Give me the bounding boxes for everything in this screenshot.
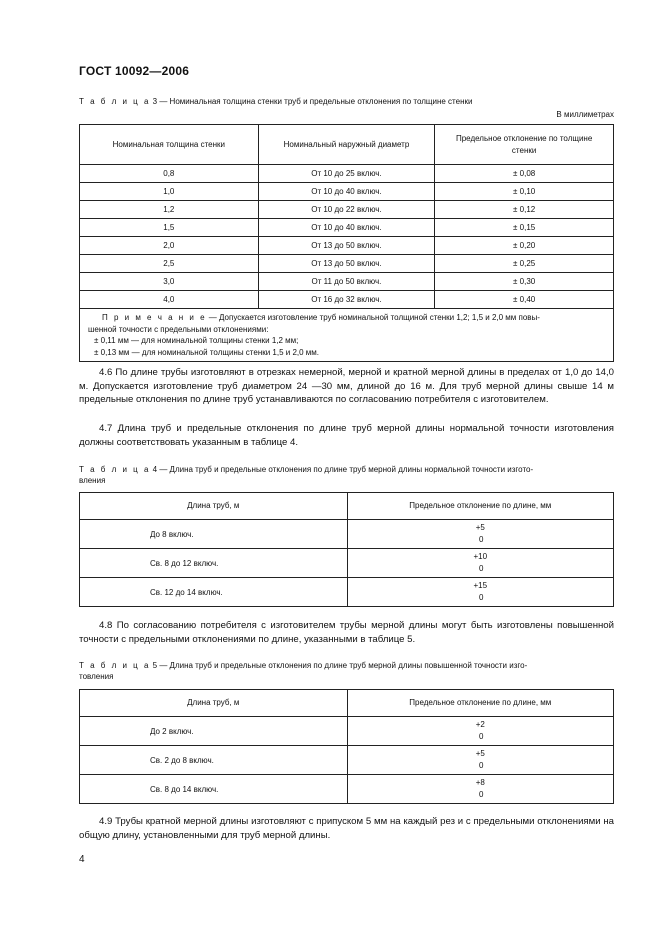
table5-caption-text: 5 — Длина труб и предельные отклонения по длине труб мерной длины повышенной точности изго- xyxy=(150,661,528,670)
table-cell: 4,0 xyxy=(80,291,259,309)
table-cell: От 10 до 25 включ. xyxy=(258,165,435,183)
upper-deviation: +5 xyxy=(475,523,485,532)
table3-caption-prefix: Т а б л и ц а xyxy=(79,97,151,106)
paragraph-4-9 xyxy=(79,815,614,842)
table-cell: ± 0,30 xyxy=(435,273,614,291)
table5-header-cell: Предельное отклонение по длине, мм xyxy=(347,690,613,717)
table-row xyxy=(80,237,614,255)
length-cell: Св. 12 до 14 включ. xyxy=(80,578,348,607)
note-line: — Допускается изготовление труб номинальной толщиной стенки 1,2; 1,5 и 2,0 мм повы- xyxy=(206,313,540,322)
length-cell: До 8 включ. xyxy=(80,520,348,549)
deviation-cell xyxy=(347,746,613,775)
lower-deviation: 0 xyxy=(479,564,484,573)
paragraph-4-8 xyxy=(79,619,614,646)
table-cell: ± 0,40 xyxy=(435,291,614,309)
table3-header-row xyxy=(80,125,614,165)
table3-header-cell: Предельное отклонение по толщине стенки xyxy=(435,125,614,165)
table-row xyxy=(80,746,614,775)
table-cell: ± 0,20 xyxy=(435,237,614,255)
length-cell: До 2 включ. xyxy=(80,717,348,746)
table5-caption-prefix: Т а б л и ц а xyxy=(79,661,151,670)
table-row xyxy=(80,219,614,237)
table-cell: От 13 до 50 включ. xyxy=(258,237,435,255)
table-row xyxy=(80,717,614,746)
upper-deviation: +10 xyxy=(473,552,488,561)
deviation-cell xyxy=(347,520,613,549)
note-line: ± 0,11 мм — для номинальной толщины стенки 1,2 мм; xyxy=(94,336,299,345)
table-cell: ± 0,25 xyxy=(435,255,614,273)
table-cell: ± 0,15 xyxy=(435,219,614,237)
table4-caption-prefix: Т а б л и ц а xyxy=(79,465,151,474)
table-row xyxy=(80,291,614,309)
note-line: ± 0,13 мм — для номинальной толщины стенки 1,5 и 2,0 мм. xyxy=(94,347,320,357)
note-line: шенной точности с предельными отклонениями: xyxy=(88,324,269,334)
table4-header-row xyxy=(80,493,614,520)
note-prefix: П р и м е ч а н и е xyxy=(102,313,207,322)
table-cell: От 10 до 40 включ. xyxy=(258,219,435,237)
table-cell: 1,5 xyxy=(80,219,259,237)
paragraph-4-7 xyxy=(79,422,614,449)
table4-header-cell: Предельное отклонение по длине, мм xyxy=(347,493,613,520)
page-number: 4 xyxy=(79,854,85,865)
table-cell: 3,0 xyxy=(80,273,259,291)
table3-note-row xyxy=(80,309,614,362)
upper-deviation: +2 xyxy=(475,720,485,729)
table-cell: ± 0,10 xyxy=(435,183,614,201)
table3-caption xyxy=(79,96,614,107)
table5 xyxy=(79,689,614,804)
table3-unit: В миллиметрах xyxy=(556,110,614,119)
deviation-cell xyxy=(347,549,613,578)
table-row xyxy=(80,165,614,183)
deviation-cell xyxy=(347,775,613,804)
length-cell: Св. 2 до 8 включ. xyxy=(80,746,348,775)
table5-header-row xyxy=(80,690,614,717)
table-cell: От 11 до 50 включ. xyxy=(258,273,435,291)
table-row xyxy=(80,273,614,291)
table4-caption-line2: вления xyxy=(79,476,106,485)
table4-header-cell: Длина труб, м xyxy=(80,493,348,520)
paragraph-text: 4.8 По согласованию потребителя с изготовителем трубы мерной длины могут быть изготовлены повышенной точности с предельными отклонениями по длине, указанными в таблице 5. xyxy=(79,620,614,645)
paragraph-text: 4.7 Длина труб и предельные отклонения по длине труб мерной длины нормальной точности изготовления должны соответствовать указанным в таблице 4. xyxy=(79,423,614,448)
table-row xyxy=(80,255,614,273)
table-cell: 0,8 xyxy=(80,165,259,183)
lower-deviation: 0 xyxy=(479,790,484,799)
table-cell: ± 0,08 xyxy=(435,165,614,183)
table5-header-cell: Длина труб, м xyxy=(80,690,348,717)
paragraph-text: 4.9 Трубы кратной мерной длины изготовляют с припуском 5 мм на каждый рез и с предельными отклонениями на общую длину, установленными для труб мерной длины. xyxy=(79,816,614,841)
deviation-cell xyxy=(347,578,613,607)
table4-caption xyxy=(79,464,614,486)
table-cell: От 10 до 40 включ. xyxy=(258,183,435,201)
table-cell: От 13 до 50 включ. xyxy=(258,255,435,273)
paragraph-text: 4.6 По длине трубы изготовляют в отрезках немерной, мерной и кратной мерной длины в пределах от 1,0 до 14,0 м. Допускается изготовление труб диаметром 24 —30 мм, длиной до 16 м. Для труб мерной длины свыше 14 м предельные отклонения по длине труб устанавливаются по согласованию потребителя с изготовителем. xyxy=(79,367,614,405)
table-row xyxy=(80,183,614,201)
table5-caption-line2: товления xyxy=(79,672,114,681)
lower-deviation: 0 xyxy=(479,535,484,544)
table-row xyxy=(80,201,614,219)
lower-deviation: 0 xyxy=(479,593,484,602)
table-row xyxy=(80,520,614,549)
table-cell: От 10 до 22 включ. xyxy=(258,201,435,219)
table-cell: ± 0,12 xyxy=(435,201,614,219)
table-row xyxy=(80,775,614,804)
table3 xyxy=(79,124,614,362)
table5-caption xyxy=(79,660,614,682)
table-row xyxy=(80,578,614,607)
table-cell: 1,2 xyxy=(80,201,259,219)
upper-deviation: +15 xyxy=(473,581,488,590)
upper-deviation: +5 xyxy=(475,749,485,758)
table4 xyxy=(79,492,614,607)
length-cell: Св. 8 до 14 включ. xyxy=(80,775,348,804)
table-cell: 1,0 xyxy=(80,183,259,201)
table3-note xyxy=(80,309,614,362)
lower-deviation: 0 xyxy=(479,761,484,770)
upper-deviation: +8 xyxy=(475,778,485,787)
table3-caption-text: 3 — Номинальная толщина стенки труб и предельные отклонения по толщине стенки xyxy=(150,97,473,106)
table-row xyxy=(80,549,614,578)
lower-deviation: 0 xyxy=(479,732,484,741)
table-cell: От 16 до 32 включ. xyxy=(258,291,435,309)
document-header: ГОСТ 10092—2006 xyxy=(79,64,190,78)
table-cell: 2,5 xyxy=(80,255,259,273)
table-cell: 2,0 xyxy=(80,237,259,255)
table3-header-cell: Номинальная толщина стенки xyxy=(80,125,259,165)
paragraph-4-6 xyxy=(79,366,614,407)
length-cell: Св. 8 до 12 включ. xyxy=(80,549,348,578)
table3-header-cell: Номинальный наружный диаметр xyxy=(258,125,435,165)
deviation-cell xyxy=(347,717,613,746)
table4-caption-text: 4 — Длина труб и предельные отклонения по длине труб мерной длины нормальной точности изгото- xyxy=(150,465,534,474)
